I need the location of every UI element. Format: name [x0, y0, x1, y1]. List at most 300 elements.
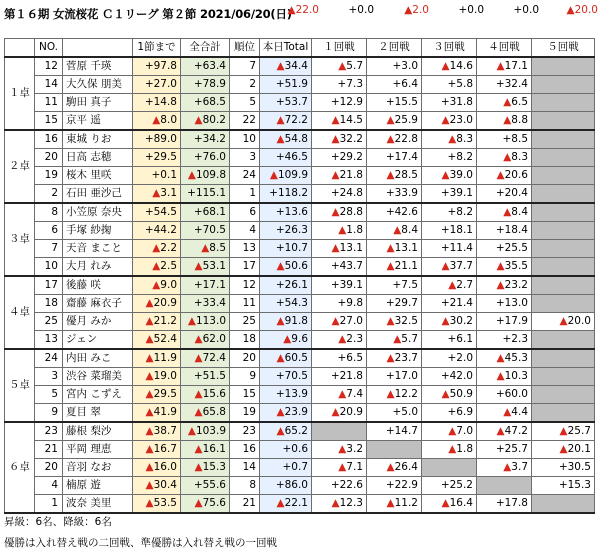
table-row — [5, 404, 595, 423]
column-total: ▲22.0 — [287, 4, 319, 16]
game-result: ▲23.2 — [477, 276, 532, 295]
score-total: +70.5 — [181, 222, 230, 240]
negative-icon: ▲ — [187, 315, 196, 327]
negative-icon: ▲ — [503, 206, 512, 218]
column-total: ▲2.0 — [404, 4, 429, 16]
negative-icon: ▲ — [276, 315, 285, 327]
score-total: +68.1 — [181, 203, 230, 222]
game-result: +15.5 — [367, 94, 422, 112]
game-result — [532, 76, 595, 94]
negative-icon: ▲ — [386, 242, 395, 254]
game-result: +14.7 — [367, 422, 422, 441]
rank: 7 — [230, 57, 260, 76]
negative-icon: ▲ — [338, 60, 347, 72]
player-name: 大月 れみ — [63, 258, 133, 277]
negative-icon: ▲ — [496, 260, 505, 272]
game-result: ▲7.4 — [312, 386, 367, 404]
rank: 22 — [230, 112, 260, 131]
table-row — [5, 331, 595, 350]
notes — [4, 512, 277, 554]
column-total: +0.0 — [348, 4, 374, 16]
negative-icon: ▲ — [496, 370, 505, 382]
score-today: +10.7 — [260, 240, 312, 258]
column-totals — [0, 4, 600, 18]
player-name: 平岡 理恵 — [63, 441, 133, 459]
player-name: ジェン — [63, 331, 133, 350]
game-result: +43.7 — [312, 258, 367, 277]
game-result: +33.9 — [367, 185, 422, 204]
score-today: ▲91.8 — [260, 313, 312, 331]
negative-icon: ▲ — [145, 461, 154, 473]
table-row — [5, 477, 595, 495]
negative-icon: ▲ — [194, 388, 203, 400]
negative-icon: ▲ — [331, 406, 340, 418]
negative-icon: ▲ — [194, 114, 203, 126]
game-result: ▲8.3 — [422, 130, 477, 149]
negative-icon: ▲ — [331, 206, 340, 218]
player-no: 20 — [35, 459, 63, 477]
game-result: ▲11.2 — [367, 495, 422, 514]
game-result — [532, 276, 595, 295]
player-no: 18 — [35, 295, 63, 313]
table-row — [5, 459, 595, 477]
game-result: ▲5.7 — [312, 57, 367, 76]
negative-icon: ▲ — [386, 114, 395, 126]
rank: 25 — [230, 313, 260, 331]
game-result: +8.2 — [422, 149, 477, 167]
negative-icon: ▲ — [145, 370, 154, 382]
game-result: +11.4 — [422, 240, 477, 258]
table-row — [5, 495, 595, 514]
game-result — [532, 185, 595, 204]
game-result: ▲3.7 — [477, 459, 532, 477]
note-playoff: 優勝は入れ替え戦の二回戦、準優勝は入れ替え戦の一回戦 — [4, 537, 277, 549]
negative-icon: ▲ — [283, 333, 292, 345]
player-name: 波奈 美里 — [63, 495, 133, 514]
score-total: +63.4 — [181, 57, 230, 76]
game-result: +3.0 — [367, 57, 422, 76]
player-no: 2 — [35, 185, 63, 204]
player-name: 大久保 朋美 — [63, 76, 133, 94]
score-total: +78.9 — [181, 76, 230, 94]
column-header: 順位 — [230, 39, 260, 58]
column-header: ３回戦 — [422, 39, 477, 58]
game-result: ▲7.0 — [422, 422, 477, 441]
negative-icon: ▲ — [145, 315, 154, 327]
game-result: ▲22.8 — [367, 130, 422, 149]
table-row — [5, 258, 595, 277]
player-name: 宮内 こずえ — [63, 386, 133, 404]
game-result — [532, 240, 595, 258]
game-result: ▲23.7 — [367, 349, 422, 368]
score-total: ▲72.4 — [181, 349, 230, 368]
rank: 4 — [230, 222, 260, 240]
player-no: 25 — [35, 313, 63, 331]
table-group-label: ２卓 — [5, 130, 35, 203]
score-before: +44.2 — [133, 222, 181, 240]
game-result: +20.4 — [477, 185, 532, 204]
negative-icon: ▲ — [276, 114, 285, 126]
negative-icon: ▲ — [152, 242, 161, 254]
game-result: ▲5.7 — [367, 331, 422, 350]
rank: 14 — [230, 459, 260, 477]
game-result: +42.0 — [422, 368, 477, 386]
score-before: +54.5 — [133, 203, 181, 222]
negative-icon: ▲ — [276, 497, 285, 509]
negative-icon: ▲ — [496, 169, 505, 181]
game-result — [532, 386, 595, 404]
negative-icon: ▲ — [559, 315, 568, 327]
negative-icon: ▲ — [145, 497, 154, 509]
column-header: NO. — [35, 39, 63, 58]
game-result: +18.1 — [422, 222, 477, 240]
negative-icon: ▲ — [187, 425, 196, 437]
player-no: 15 — [35, 112, 63, 131]
score-before: ▲20.9 — [133, 295, 181, 313]
game-result: ▲28.5 — [367, 167, 422, 185]
table-row — [5, 295, 595, 313]
negative-icon: ▲ — [496, 425, 505, 437]
standings-table — [4, 38, 595, 514]
negative-icon: ▲ — [331, 114, 340, 126]
table-row — [5, 167, 595, 185]
game-result: +6.5 — [312, 349, 367, 368]
score-today: +54.3 — [260, 295, 312, 313]
game-result: +29.2 — [312, 149, 367, 167]
score-before: ▲2.5 — [133, 258, 181, 277]
table-row — [5, 441, 595, 459]
game-result: ▲32.2 — [312, 130, 367, 149]
negative-icon: ▲ — [386, 388, 395, 400]
game-result: ▲8.3 — [477, 149, 532, 167]
score-today: +0.6 — [260, 441, 312, 459]
player-name: 日高 志穂 — [63, 149, 133, 167]
score-before: +29.5 — [133, 149, 181, 167]
score-total: ▲80.2 — [181, 112, 230, 131]
game-result: ▲2.7 — [422, 276, 477, 295]
game-result: +8.5 — [477, 130, 532, 149]
game-result: +21.4 — [422, 295, 477, 313]
negative-icon: ▲ — [393, 224, 402, 236]
game-result: ▲20.1 — [532, 441, 595, 459]
game-result: +29.7 — [367, 295, 422, 313]
player-name: 夏目 翠 — [63, 404, 133, 423]
rank: 9 — [230, 368, 260, 386]
score-before: ▲21.2 — [133, 313, 181, 331]
negative-icon: ▲ — [187, 169, 196, 181]
negative-icon: ▲ — [386, 260, 395, 272]
game-result: +39.1 — [312, 276, 367, 295]
score-before: ▲9.0 — [133, 276, 181, 295]
negative-icon: ▲ — [503, 114, 512, 126]
table-row — [5, 57, 595, 76]
column-total: ▲20.0 — [566, 4, 598, 16]
column-header — [63, 39, 133, 58]
table-row — [5, 349, 595, 368]
game-result: +24.8 — [312, 185, 367, 204]
score-total: ▲53.1 — [181, 258, 230, 277]
player-name: 京平 遥 — [63, 112, 133, 131]
negative-icon: ▲ — [386, 315, 395, 327]
game-result: +22.6 — [312, 477, 367, 495]
table-row — [5, 112, 595, 131]
game-result: +21.8 — [312, 368, 367, 386]
game-result: +30.5 — [532, 459, 595, 477]
negative-icon: ▲ — [276, 133, 285, 145]
rank: 11 — [230, 295, 260, 313]
player-no: 7 — [35, 240, 63, 258]
player-name: 天音 まこと — [63, 240, 133, 258]
negative-icon: ▲ — [448, 425, 457, 437]
table-row — [5, 313, 595, 331]
game-result: ▲25.9 — [367, 112, 422, 131]
game-result: ▲21.1 — [367, 258, 422, 277]
score-total: ▲62.0 — [181, 331, 230, 350]
score-today: +0.7 — [260, 459, 312, 477]
column-total: +0.0 — [458, 4, 484, 16]
game-result: ▲13.1 — [312, 240, 367, 258]
score-today: +13.9 — [260, 386, 312, 404]
column-header: 全合計 — [181, 39, 230, 58]
negative-icon: ▲ — [331, 169, 340, 181]
rank: 8 — [230, 477, 260, 495]
player-name: 石田 亜沙己 — [63, 185, 133, 204]
score-today: ▲54.8 — [260, 130, 312, 149]
rank: 10 — [230, 130, 260, 149]
note-promotion: 昇級：6名、降級：6名 — [4, 516, 112, 528]
game-result: +7.3 — [312, 76, 367, 94]
negative-icon: ▲ — [145, 388, 154, 400]
game-result — [367, 441, 422, 459]
negative-icon: ▲ — [386, 352, 395, 364]
table-group-label: １卓 — [5, 57, 35, 130]
negative-icon: ▲ — [145, 425, 154, 437]
negative-icon: ▲ — [276, 425, 285, 437]
score-before: ▲30.4 — [133, 477, 181, 495]
player-name: 小笠原 奈央 — [63, 203, 133, 222]
negative-icon: ▲ — [152, 279, 161, 291]
game-result: ▲50.9 — [422, 386, 477, 404]
game-result: ▲23.0 — [422, 112, 477, 131]
negative-icon: ▲ — [338, 333, 347, 345]
negative-icon: ▲ — [145, 333, 154, 345]
game-result: ▲26.4 — [367, 459, 422, 477]
player-name: 手塚 紗掬 — [63, 222, 133, 240]
negative-icon: ▲ — [338, 388, 347, 400]
game-result: ▲39.0 — [422, 167, 477, 185]
game-result: +18.4 — [477, 222, 532, 240]
score-total: ▲75.6 — [181, 495, 230, 514]
negative-icon: ▲ — [201, 242, 210, 254]
game-result: +15.3 — [532, 477, 595, 495]
score-before: +14.8 — [133, 94, 181, 112]
player-name: 桜木 里咲 — [63, 167, 133, 185]
game-result: +60.0 — [477, 386, 532, 404]
score-today: ▲50.6 — [260, 258, 312, 277]
game-result: +2.3 — [477, 331, 532, 350]
column-header: 本日Total — [260, 39, 312, 58]
game-result — [532, 295, 595, 313]
rank: 15 — [230, 386, 260, 404]
table-row — [5, 185, 595, 204]
score-today: +118.2 — [260, 185, 312, 204]
score-before: ▲2.2 — [133, 240, 181, 258]
negative-icon: ▲ — [194, 443, 203, 455]
column-total: +0.0 — [513, 4, 539, 16]
game-result: ▲2.3 — [312, 331, 367, 350]
game-result — [532, 368, 595, 386]
score-before: ▲3.1 — [133, 185, 181, 204]
player-name: 音羽 なお — [63, 459, 133, 477]
table-row — [5, 368, 595, 386]
score-today: +86.0 — [260, 477, 312, 495]
game-result: ▲13.1 — [367, 240, 422, 258]
game-result: ▲8.4 — [367, 222, 422, 240]
score-total: ▲113.0 — [181, 313, 230, 331]
score-before: ▲53.5 — [133, 495, 181, 514]
player-no: 9 — [35, 404, 63, 423]
game-result: ▲7.1 — [312, 459, 367, 477]
score-before: ▲8.0 — [133, 112, 181, 131]
table-row — [5, 203, 595, 222]
negative-icon: ▲ — [441, 497, 450, 509]
score-before: +97.8 — [133, 57, 181, 76]
rank: 5 — [230, 94, 260, 112]
game-result: +25.2 — [422, 477, 477, 495]
game-result — [532, 167, 595, 185]
score-today: ▲22.1 — [260, 495, 312, 514]
score-today: ▲9.6 — [260, 331, 312, 350]
player-no: 17 — [35, 276, 63, 295]
score-today: ▲72.2 — [260, 112, 312, 131]
game-result — [532, 331, 595, 350]
game-result: +5.0 — [367, 404, 422, 423]
negative-icon: ▲ — [448, 279, 457, 291]
player-no: 16 — [35, 130, 63, 149]
game-result: ▲27.0 — [312, 313, 367, 331]
player-no: 13 — [35, 331, 63, 350]
score-total: +33.4 — [181, 295, 230, 313]
column-header: ４回戦 — [477, 39, 532, 58]
score-total: ▲16.1 — [181, 441, 230, 459]
game-result: ▲1.8 — [312, 222, 367, 240]
negative-icon: ▲ — [331, 497, 340, 509]
negative-icon: ▲ — [448, 443, 457, 455]
score-total: +68.5 — [181, 94, 230, 112]
negative-icon: ▲ — [276, 406, 285, 418]
rank: 13 — [230, 240, 260, 258]
score-before: ▲38.7 — [133, 422, 181, 441]
game-result: +2.0 — [422, 349, 477, 368]
game-result: +17.0 — [367, 368, 422, 386]
score-before: ▲16.0 — [133, 459, 181, 477]
game-result — [532, 495, 595, 514]
table-row — [5, 422, 595, 441]
negative-icon: ▲ — [145, 297, 154, 309]
negative-icon: ▲ — [194, 406, 203, 418]
game-result — [532, 258, 595, 277]
game-result: ▲20.6 — [477, 167, 532, 185]
rank: 3 — [230, 149, 260, 167]
column-header: ５回戦 — [532, 39, 595, 58]
rank: 18 — [230, 331, 260, 350]
game-result: +17.8 — [477, 495, 532, 514]
table-row — [5, 149, 595, 167]
negative-icon: ▲ — [145, 406, 154, 418]
negative-icon: ▲ — [503, 96, 512, 108]
game-result: +17.9 — [477, 313, 532, 331]
negative-icon: ▲ — [338, 224, 347, 236]
negative-icon: ▲ — [276, 260, 285, 272]
negative-icon: ▲ — [559, 443, 568, 455]
negative-icon: ▲ — [152, 114, 161, 126]
player-no: 21 — [35, 441, 63, 459]
score-today: ▲65.2 — [260, 422, 312, 441]
table-header — [5, 39, 595, 58]
game-result: ▲6.5 — [477, 94, 532, 112]
game-result: +13.0 — [477, 295, 532, 313]
player-no: 1 — [35, 495, 63, 514]
game-result: ▲47.2 — [477, 422, 532, 441]
game-result: ▲12.3 — [312, 495, 367, 514]
score-today: +53.7 — [260, 94, 312, 112]
table-row — [5, 76, 595, 94]
game-result: ▲8.4 — [477, 203, 532, 222]
score-total: ▲15.6 — [181, 386, 230, 404]
player-no: 6 — [35, 222, 63, 240]
rank: 20 — [230, 349, 260, 368]
game-result: ▲4.4 — [477, 404, 532, 423]
game-result — [312, 422, 367, 441]
game-result — [532, 149, 595, 167]
score-before: +89.0 — [133, 130, 181, 149]
negative-icon: ▲ — [331, 242, 340, 254]
game-result: ▲8.8 — [477, 112, 532, 131]
score-total: +34.2 — [181, 130, 230, 149]
game-result — [532, 349, 595, 368]
player-name: 東城 りお — [63, 130, 133, 149]
score-today: +26.1 — [260, 276, 312, 295]
rank: 1 — [230, 185, 260, 204]
table-row — [5, 94, 595, 112]
game-result: ▲3.2 — [312, 441, 367, 459]
game-result: ▲21.8 — [312, 167, 367, 185]
game-result: +22.9 — [367, 477, 422, 495]
rank: 16 — [230, 441, 260, 459]
negative-icon: ▲ — [386, 497, 395, 509]
score-today: ▲23.9 — [260, 404, 312, 423]
game-result: ▲17.1 — [477, 57, 532, 76]
score-before: +0.1 — [133, 167, 181, 185]
score-before: ▲41.9 — [133, 404, 181, 423]
negative-icon: ▲ — [338, 461, 347, 473]
negative-icon: ▲ — [194, 461, 203, 473]
negative-icon: ▲ — [503, 406, 512, 418]
game-result: +39.1 — [422, 185, 477, 204]
player-no: 3 — [35, 368, 63, 386]
game-result: ▲12.2 — [367, 386, 422, 404]
player-name: 駒田 真子 — [63, 94, 133, 112]
player-name: 藤根 梨沙 — [63, 422, 133, 441]
score-total: ▲103.9 — [181, 422, 230, 441]
negative-icon: ▲ — [386, 133, 395, 145]
game-result — [532, 404, 595, 423]
score-total: +51.5 — [181, 368, 230, 386]
game-result: ▲20.9 — [312, 404, 367, 423]
score-today: +70.5 — [260, 368, 312, 386]
rank: 2 — [230, 76, 260, 94]
player-no: 14 — [35, 76, 63, 94]
